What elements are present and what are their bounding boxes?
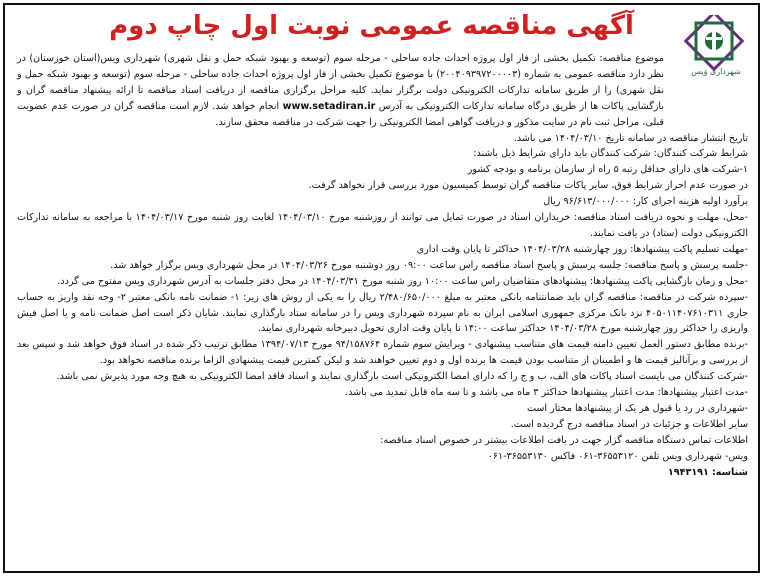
website-link[interactable]: www.setadiran.ir <box>282 100 376 112</box>
notice-id <box>17 465 748 481</box>
logo-caption: شهرداری وَیس <box>691 67 741 76</box>
id-number: ۱۹۴۳۱۹۱ <box>667 466 709 478</box>
paragraph-contact-title: اطلاعات تماس دستگاه مناقصه گزار جهت در یافت اطلاعات بیشتر در خصوص اسناد مناقصه: <box>380 434 748 446</box>
notice-title: آگهی مناقصه عمومی نوبت اول چاپ دوم <box>109 11 634 41</box>
notice-frame <box>3 3 760 573</box>
paragraph-deadline: -مهلت تسلیم پاکت پیشنهادها: روز چهارشنبه ۱۴۰۴/۰۳/۲۸ حداکثر تا پایان وقت اداری <box>416 243 748 255</box>
paragraph-validity: -مدت اعتبار پیشنهادها: مدت اعتبار پیشنهادها حداکثر ۳ ماه می باشد و تا سه ماه قابل تمدید می باشد. <box>345 387 748 399</box>
paragraph-discretion: -شهرداری در رد یا قبول هر یک از پیشنهادها مختار است <box>526 402 748 414</box>
paragraph-conditions: شرایط شرکت کنندگان: شرکت کنندگان باید دارای شرایط ذیل باشند: <box>473 148 748 160</box>
paragraph-other-info: سایر اطلاعات و جزئیات در اسناد مناقصه درج گردیده است. <box>510 418 748 430</box>
paragraph-winner: -برنده مطابق دستور العمل تعیین دامنه قیمت های متناسب پیشنهادی - ویرایش سوم شماره ۹۴/۱۵۸۷۶۴ مورخ ۱۳۹۴/۰۷/۱۳ مطابق ترتیب ذکر شده در اسناد فوق خواهد شد و سپس بعد از بررسی و برآنالیز قیمت ها و اطمینان از متناسب بودن قیمت ها برنده اول و دوم تعیین خواهند شد و لیکن کمترین قیمت پیشنهادی الزاما برنده مناقصه نخواهد بود. <box>17 339 748 367</box>
paragraph-opening: -محل و زمان بازگشایی پاکت پیشنهادها: پیشنهادهای متقاضیان راس ساعت ۱۰:۰۰ روز شنبه مورخ ۱۴۰۴/۰۳/۳۱ در محل دفتر جلسات به آدرس شهرداری ویس مفتوح می گردد. <box>57 275 748 287</box>
paragraph-contact: ویس- شهرداری ویس تلفن ۳۶۵۵۳۱۲۰-۰۶۱ فاکس ۳۶۵۵۳۱۳۰-۰۶۱ <box>487 450 748 462</box>
paragraph-subject: موضوع مناقصه: تکمیل بخشی از فاز اول پروژه احداث جاده ساحلی - مرحله سوم (توسعه و بهبود شبکه حمل و نقل شهری) شهرداری ویس(استان خوزستان) در نظر دارد مناقصه عمومی به شماره (۲۰۰۴۰۹۳۹۷۲۰۰۰۰۳) با موضوع تکمیل بخشی از فاز اول پروژه احداث جاده ساحلی - مرحله سوم (توسعه و بهبود شبکه حمل و نقل شهری) را از طریق سامانه تدارکات الکترونیکی دولت برگزار نماید. کلیه مراحل برگزاری مناقصه از دریافت اسناد مناقصه تا ارائه پیشنهاد مناقصه گران و بازگشایی پاکات ها از طریق درگاه سامانه تدارکات الکترونیکی به آدرس www.setadiran.ir انجام خواهد شد. لازم است مناقصه گران در صورت عدم عضویت قبلی، مراحل ثبت نام در سایت مذکور و دریافت گواهی امضا الکترونیکی را جهت شرکت در مناقصه محقق سازند. <box>17 53 664 128</box>
paragraph-documents: -محل، مهلت و نحوه دریافت اسناد مناقصه: خریداران اسناد در صورت تمایل می توانند از روزشنبه مورخ ۱۴۰۴/۰۳/۱۰ لغایت روز شنبه مورخ ۱۴۰۴/۰۳/۱۷ با مراجعه به سامانه تدارکات الکترونیکی دولت (ستاد) در یافت نمایند. <box>17 212 748 239</box>
paragraph-estimate: برآورد اولیه هزینه اجرای کار: ۹۶/۶۱۳/۰۰۰/۰۰۰ ریال <box>543 196 748 208</box>
paragraph-rank: ۱-شرکت های دارای حداقل رتبه ۵ راه از سازمان برنامه و بودجه کشور <box>467 164 748 176</box>
id-label: شناسه: <box>711 466 748 478</box>
paragraph-signature: -شرکت کنندگان می بایست اسناد پاکات های الف، ب و ج را که دارای امضا الکترونیکی است بارگذاری نمایند و اسناد فاقد امضا الکترونیکی به هیچ وجه مورد پذیرش نمی باشد. <box>56 371 748 383</box>
paragraph-deposit: -سپرده شرکت در مناقصه: مناقصه گران باید ضمانتنامه بانکی معتبر به مبلغ ۲/۴۸۰/۶۵۰/۰۰۰ ریال را به یکی از روش های زیر: ۱- ضمانت نامه بانکی معتبر ۲- وجه نقد واریز به حساب جاری ۴۰۵۰۱۱۴۰۷۶۱۰۳۱۱ نزد بانک مرکزی جمهوری اسلامی ایران به نام سپرده شهرداری ویس را در سامانه ستاد بارگذاری نمایند. شایان ذکر است اصل ضمانت نامه و یا اصل فیش واریزی را حداکثر روز چهارشنبه مورخ ۱۴۰۴/۰۳/۲۸ حداکثر ساعت ۱۴:۰۰ تا پایان وقت اداری تحویل دبیرخانه شهرداری نمایند. <box>17 291 749 335</box>
paragraph-rejection: در صورت عدم احراز شرایط فوق، سایر پاکات مناقصه گران توسط کمیسیون مورد بررسی قرار نخواهد گرفت. <box>308 180 748 192</box>
paragraph-qa-session: -جلسه پرسش و پاسخ مناقصه: جلسه پرسش و پاسخ اسناد مناقصه راس ساعت ۰۹:۰۰ روز دوشنبه مورخ ۱۴۰۴/۰۳/۲۶ در محل شهرداری ویس برگزار خواهد شد. <box>110 259 748 271</box>
notice-body <box>17 51 748 565</box>
paragraph-publish-date: تاریخ انتشار مناقصه در سامانه تاریخ ۱۴۰۴/۰۳/۱۰ می باشد. <box>513 132 748 144</box>
